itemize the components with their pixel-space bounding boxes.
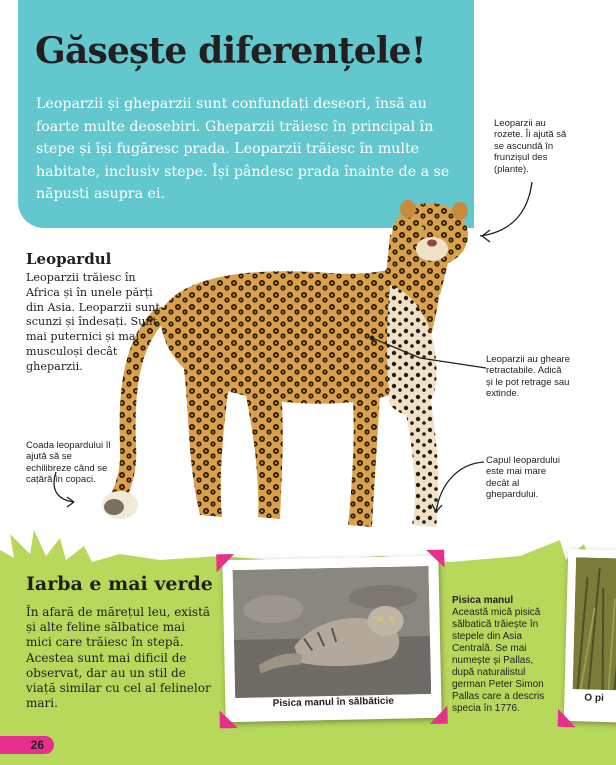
next-photo-corner bbox=[558, 709, 576, 727]
grass-paragraph: În afară de mărețul leu, există și alte feline sălbatice mai mici care trăiesc în stepă. Acestea sunt mai dificil de observat, dar au un stil de viață similar cu cel al felinelor mari. bbox=[26, 605, 211, 711]
leopard-heading: Leopardul bbox=[26, 250, 112, 268]
head-callout: Capul leopardului este mai mare decât al ghepardului. bbox=[486, 455, 560, 501]
next-photo bbox=[573, 557, 616, 691]
photo-corner-tr bbox=[426, 550, 444, 568]
manul-photo bbox=[233, 566, 432, 698]
intro-paragraph: Leoparzii și gheparzii sunt confundați deseori, însă au foarte multe deosebiri. Gheparzii trăiesc în principal în stepe și își fugăresc prada. Leoparzii trăiesc în multe habitate, inclusiv stepe. Își pândesc prada înainte de a se năpusti asupra ei. bbox=[36, 96, 450, 203]
photo-corner-bl bbox=[219, 710, 237, 728]
photo-corner-tl bbox=[216, 554, 234, 572]
next-photo-frame bbox=[564, 549, 616, 723]
page-number: 26 bbox=[0, 736, 54, 754]
manul-photo-frame bbox=[222, 556, 441, 722]
page-title: Găsește diferențele! bbox=[35, 30, 426, 72]
claws-callout: Leoparzii au gheare retractabile. Adică și le pot retrage sau extinde. bbox=[486, 354, 570, 400]
manul-photo-caption: Pisica manul în sălbăticie bbox=[272, 695, 395, 710]
rosettes-callout: Leoparzii au rozete. Îi ajută să se ascundă în frunzișul des (plante). bbox=[494, 118, 567, 175]
leopard-paragraph: Leoparzii trăiesc în Africa și în unele părți din Asia. Leoparzii sunt scunzi și îndesați. Sunt mai puternici și mai musculoși decât gheparzii. bbox=[26, 271, 160, 373]
manul-paragraph: Această mică pisică sălbatică trăiește în stepele din Asia Centrală. Se mai numește și Pallas, după naturalistul german Peter Simon Pallas care a descris specia în 1776. bbox=[452, 607, 545, 714]
tail-callout: Coada leopardului îl ajută să se echilibreze când se cațără în copaci. bbox=[26, 440, 111, 486]
photo-corner-br bbox=[429, 706, 447, 724]
next-photo-caption: O pi bbox=[584, 692, 604, 704]
manul-heading: Pisica manul bbox=[452, 595, 514, 606]
grass-heading: Iarba e mai verde bbox=[26, 573, 213, 595]
